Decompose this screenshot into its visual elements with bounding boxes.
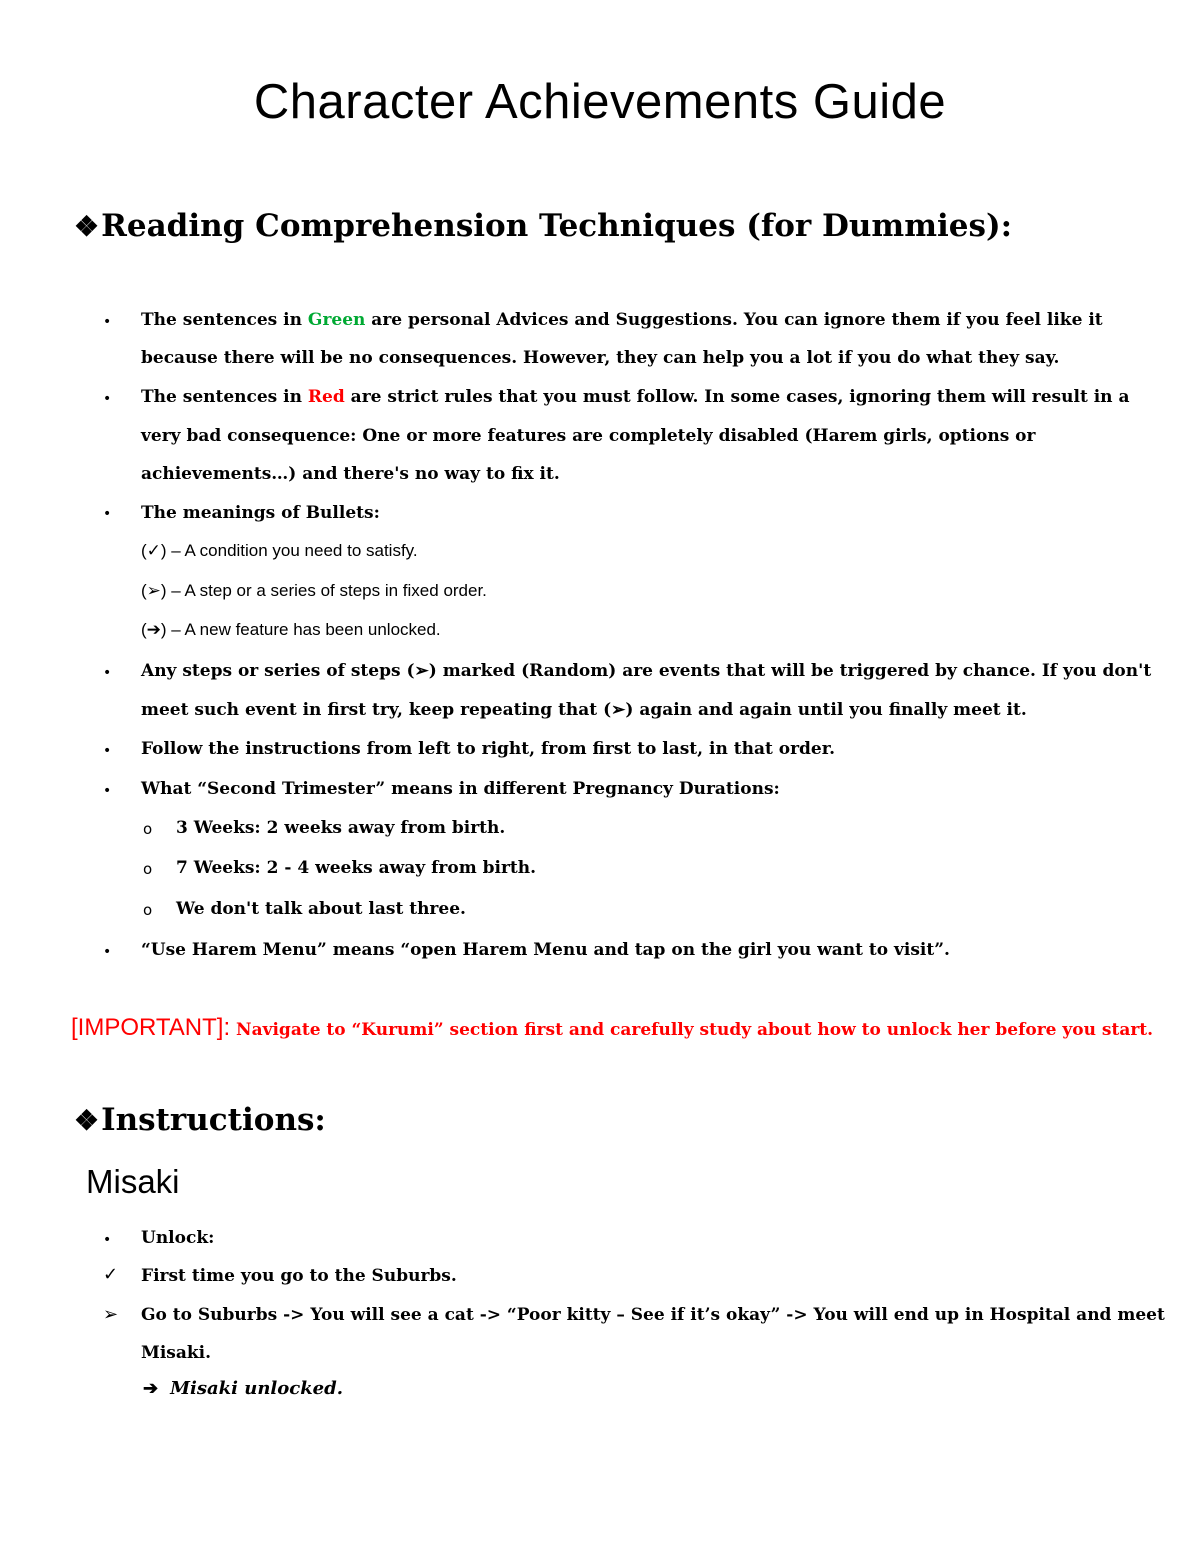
important-tag: [IMPORTANT]: [71,1014,231,1041]
arrow-right-icon: ➔ [143,1378,159,1399]
list-item-random-line2: meet such event in first try, keep repeating that (➢) again and again until you finally meet it. [141,700,1027,720]
list-item-green-line2: because there will be no consequences. However, they can help you a lot if you do what they say. [141,348,1060,368]
list-item-red-line2: very bad consequence: One or more features are completely disabled (Harem girls, options or [141,426,1036,446]
list-item-red: The sentences in Red are strict rules that you must follow. In some cases, ignoring them will result in a [141,387,1130,407]
list-item-green: The sentences in Green are personal Advices and Suggestions. You can ignore them if you feel like it [141,310,1103,330]
unlock-result-text: Misaki unlocked. [170,1378,343,1399]
arrowhead-bullet-icon: ➢ [103,1304,119,1325]
bullet-dot-icon: • [103,944,112,960]
checkmark-icon: ✓ [103,1264,119,1285]
bullet-meaning-check: (✓) – A condition you need to satisfy. [141,541,418,560]
list-item-trimester: What “Second Trimester” means in different Pregnancy Durations: [141,779,780,799]
circle-bullet-icon: o [143,820,153,838]
bullet-dot-icon: • [103,506,112,522]
list-item-harem-menu: “Use Harem Menu” means “open Harem Menu and tap on the girl you want to visit”. [141,940,950,960]
circle-bullet-icon: o [143,860,153,878]
bullet-meaning-arrowhead: (➢) – A step or a series of steps in fixed order. [141,581,487,600]
bullet-dot-icon: • [103,743,112,759]
bullet-dot-icon: • [103,783,112,799]
red-keyword: Red [307,387,345,407]
circle-bullet-icon: o [143,901,153,919]
bullet-dot-icon: • [103,314,112,330]
trimester-item: 3 Weeks: 2 weeks away from birth. [176,818,506,838]
section-heading-text: Instructions: [101,1102,326,1138]
trimester-item: 7 Weeks: 2 - 4 weeks away from birth. [176,858,537,878]
section-heading-instructions [74,1102,326,1138]
unlock-condition: First time you go to the Suburbs. [141,1266,457,1286]
bullet-dot-icon: • [103,665,112,681]
unlock-result [143,1378,343,1399]
diamond-bullet-icon: ❖ [74,210,100,243]
list-item-follow: Follow the instructions from left to right, from first to last, in that order. [141,739,836,759]
document-title: Character Achievements Guide [253,75,947,129]
green-keyword: Green [307,310,366,330]
unlock-label: Unlock: [141,1228,215,1248]
trimester-item: We don't talk about last three. [176,899,466,919]
bullet-dot-icon: • [103,1232,112,1248]
section-heading-text: Reading Comprehension Techniques (for Dummies): [101,208,1013,244]
unlock-step-line2: Misaki. [141,1343,212,1363]
section-heading-reading [74,208,1012,244]
important-message: Navigate to “Kurumi” section first and carefully study about how to unlock her before you start. [230,1020,1154,1040]
diamond-bullet-icon: ❖ [74,1104,100,1137]
unlock-step: Go to Suburbs -> You will see a cat -> “Poor kitty – See if it’s okay” -> You will end up in Hospital and meet [141,1305,1165,1325]
bullet-dot-icon: • [103,391,112,407]
important-notice [71,1014,1153,1042]
bullet-meaning-arrow: (➔) – A new feature has been unlocked. [141,620,441,639]
character-name: Misaki [86,1163,180,1200]
list-item-red-line3: achievements…) and there's no way to fix it. [141,464,560,484]
list-item-random: Any steps or series of steps (➢) marked (Random) are events that will be triggered by chance. If you don't [141,661,1152,681]
list-item-bullets-heading: The meanings of Bullets: [141,503,380,523]
